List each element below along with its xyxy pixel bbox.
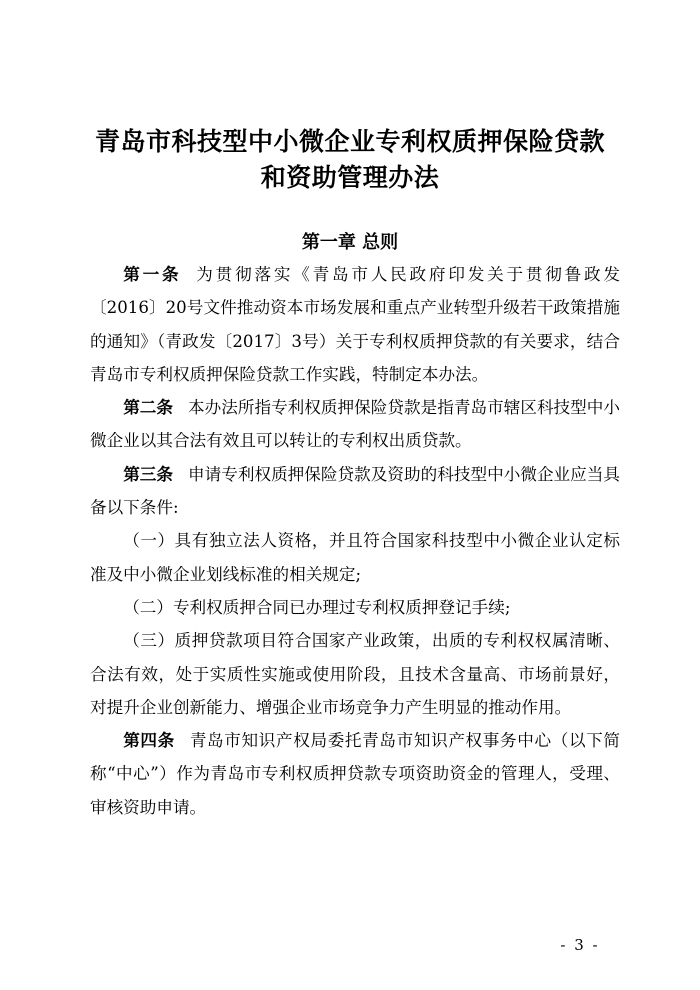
clause-3 — [90, 624, 620, 724]
document-title-line-1: 青岛市科技型中小微企业专利权质押保险贷款 — [94, 127, 605, 156]
article-4 — [90, 724, 620, 824]
article-3 — [90, 458, 620, 525]
article-heading: 第一条 — [123, 265, 182, 284]
article-heading: 第四条 — [123, 731, 175, 751]
article-text: 申请专利权质押保险贷款及资助的科技型中小微企业应当具备以下条件: — [90, 464, 621, 518]
document-body — [90, 258, 620, 824]
article-text: 青岛市知识产权局委托青岛市知识产权事务中心（以下简称“中心”）作为青岛市专利权质押贷款专项资助资金的管理人，受理、审核资助申请。 — [90, 731, 621, 817]
clause-text: （一）具有独立法人资格，并且符合国家科技型中小微企业认定标准及中小微企业划线标准的相关规定; — [90, 531, 620, 584]
clause-2 — [90, 591, 620, 624]
article-2 — [90, 391, 620, 458]
article-heading: 第三条 — [123, 464, 174, 484]
article-text: 为贯彻落实《青岛市人民政府印发关于贯彻鲁政发〔2016〕20号文件推动资本市场发展和重点产业转型升级若干政策措施的通知》（青政发〔2017〕3号）关于专利权质押贷款的有关要求，结合青岛市专利权质押保险贷款工作实践，特制定本办法。 — [90, 265, 621, 384]
chapter-heading: 第一章 总则 — [301, 232, 399, 253]
clause-text: （二）专利权质押合同已办理过专利权质押登记手续; — [123, 597, 511, 617]
clause-1 — [90, 524, 620, 591]
article-text: 本办法所指专利权质押保险贷款是指青岛市辖区科技型中小微企业以其合法有效且可以转让的专利权出质贷款。 — [90, 398, 621, 451]
page-number: - 3 - — [560, 936, 600, 954]
article-1 — [90, 258, 620, 391]
clause-text: （三）质押贷款项目符合国家产业政策，出质的专利权权属清晰、合法有效，处于实质性实施或使用阶段，且技术含量高、市场前景好，对提升企业创新能力、增强企业市场竞争力产生明显的推动作用。 — [90, 631, 620, 717]
document-title-line-2: 和资助管理办法 — [260, 163, 440, 192]
article-heading: 第二条 — [123, 398, 174, 418]
